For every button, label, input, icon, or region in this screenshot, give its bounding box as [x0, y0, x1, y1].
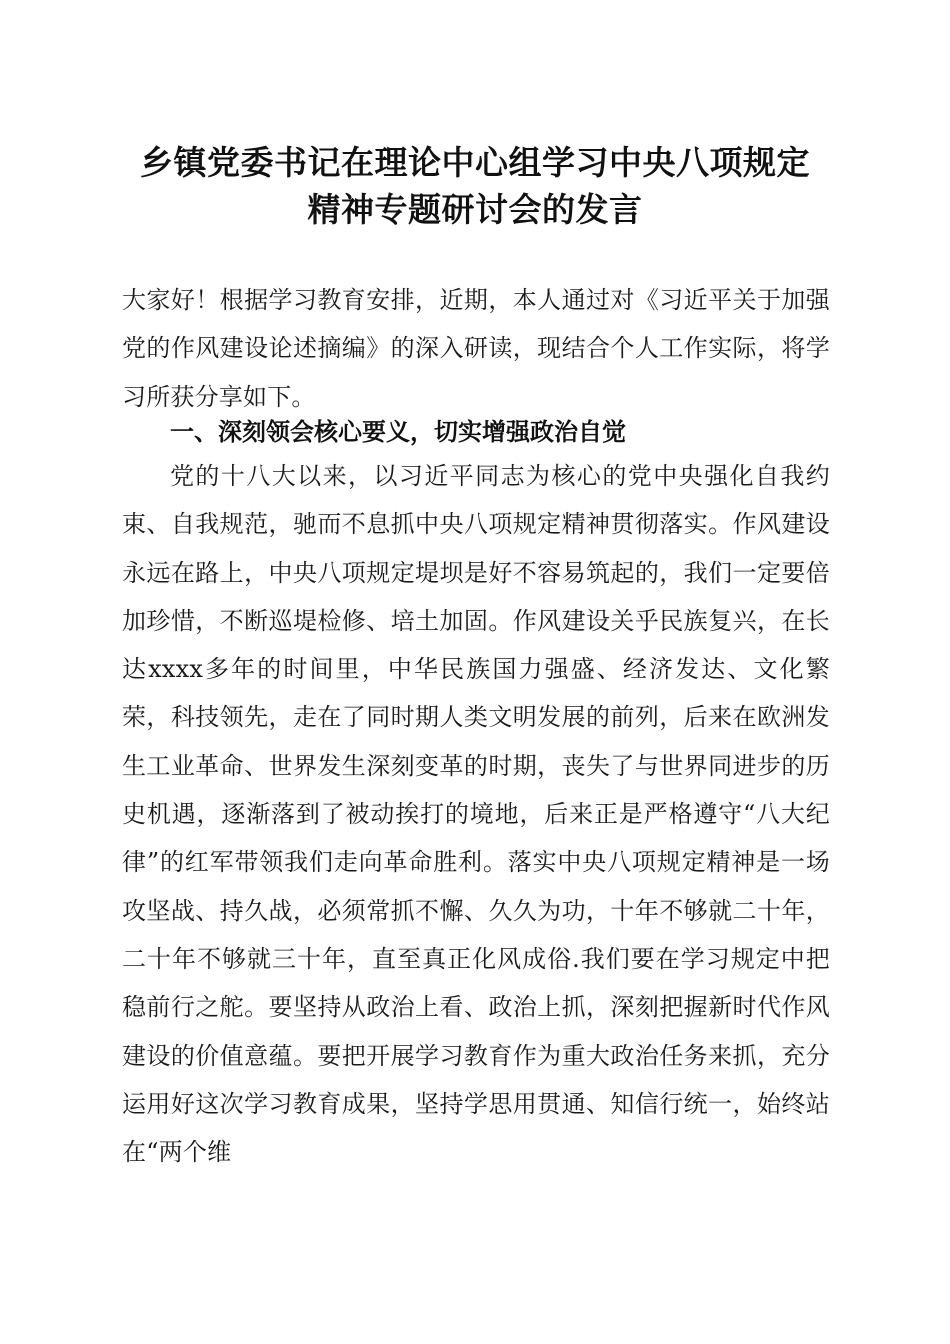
section-1-text: 党的十八大以来，以习近平同志为核心的党中央强化自我约束、自我规范，驰而不息抓中央八项规定精神贯彻落实。作风建设永远在路上，中央八项规定堤坝是好不容易筑起的，我们一定要倍加珍惜，不断巡堤检修、培土加固。作风建设关乎民族复兴，在长达xxxx多年的时间里，中华民族国力强盛、经济发达、文化繁荣，科技领先，走在了同时期人类文明发展的前列，后来在欧洲发生工业革命、世界发生深刻变革的时期，丧失了与世界同进步的历史机遇，逐渐落到了被动挨打的境地，后来正是严格遵守“八大纪律”的红军带领我们走向革命胜利。落实中央八项规定精神是一场攻坚战、持久战，必须常抓不懈、久久为功，十年不够就二十年，二十年不够就三十年，直至真正化风成俗.我们要在学习规定中把稳前行之舵。要坚持从政治上看、政治上抓，深刻把握新时代作风建设的价值意蕴。要把开展学习教育作为重大政治任务来抓，充分运用好这次学习教育成果，坚持学思用贯通、知信行统一，始终站在“两个维 — [122, 462, 830, 1167]
document-title-line-2: 精神专题研讨会的发言 — [307, 190, 643, 229]
section-1-paragraph — [122, 452, 830, 1167]
intro-paragraph — [122, 276, 830, 421]
document-title-line-1: 乡镇党委书记在理论中心组学习中央八项规定 — [140, 143, 810, 182]
section-heading-1: 一、深刻领会核心要义，切实增强政治自觉 — [170, 418, 626, 446]
intro-text: 大家好！根据学习教育安排，近期，本人通过对《习近平关于加强党的作风建设论述摘编》的深入研读，现结合个人工作实际，将学习所获分享如下。 — [122, 286, 830, 411]
